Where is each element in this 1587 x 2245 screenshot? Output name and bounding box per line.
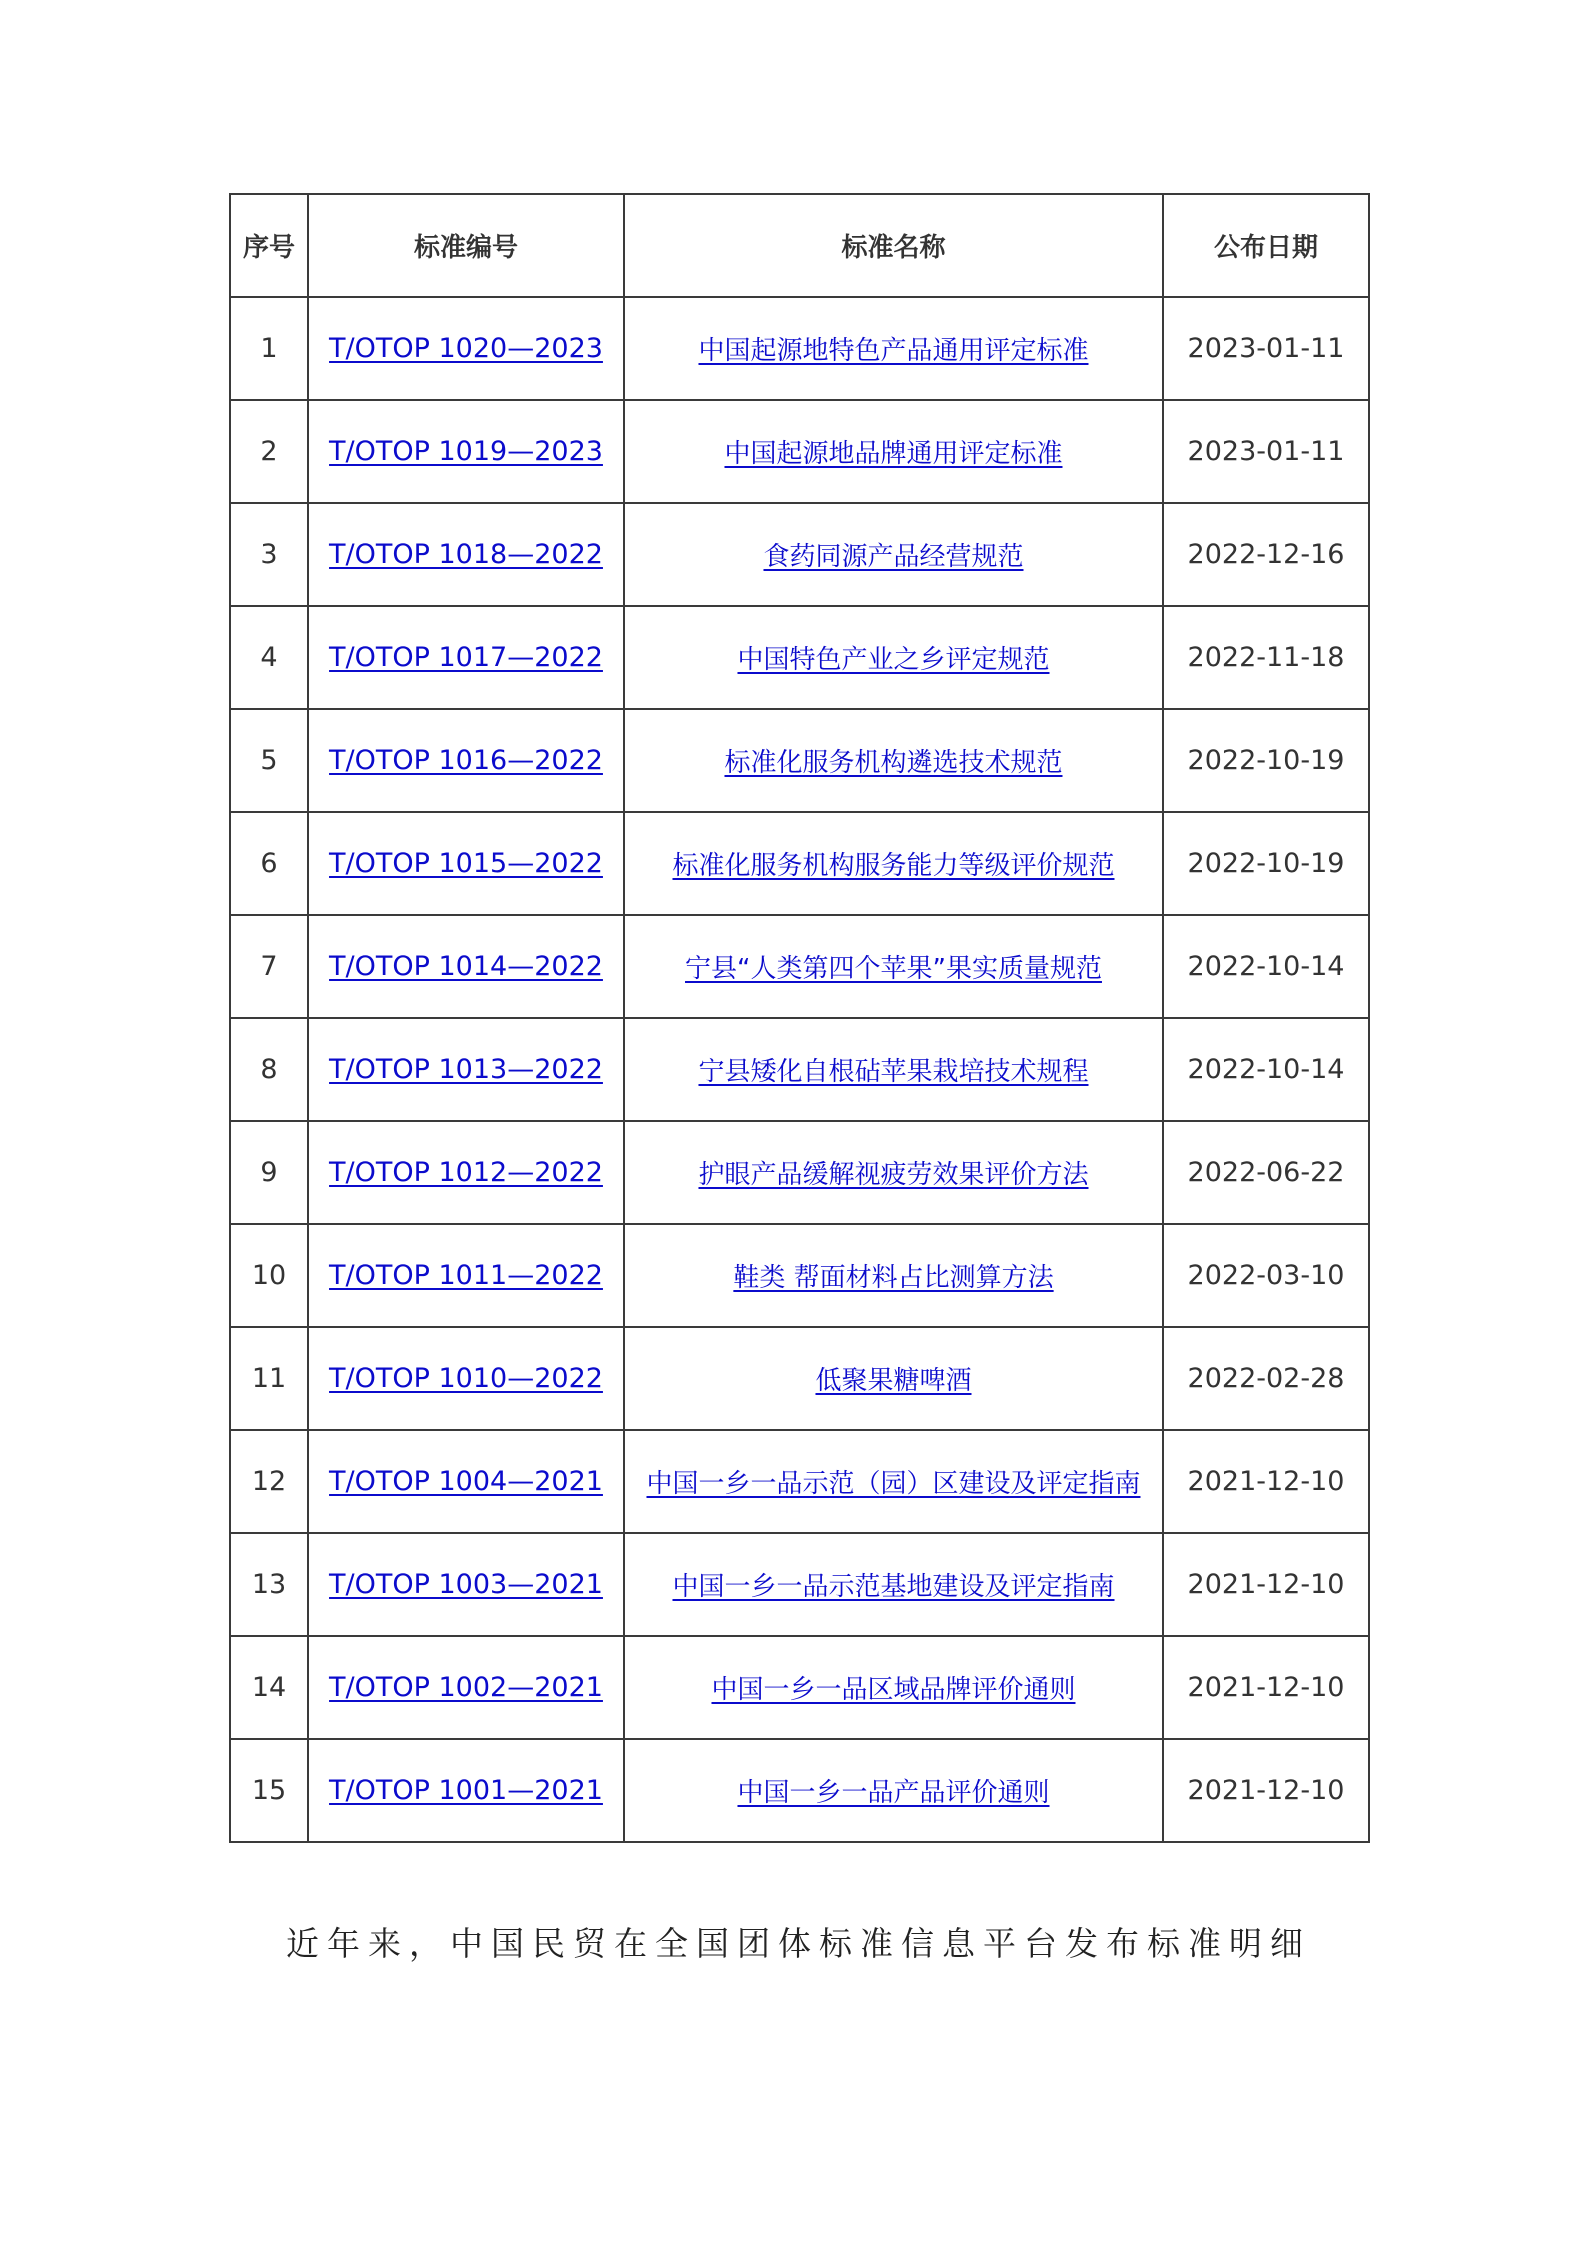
standard-name-link[interactable]: 中国一乡一品区域品牌评价通则 <box>711 1675 1076 1705</box>
row-code-cell <box>308 503 624 606</box>
row-index: 9 <box>230 1121 308 1224</box>
row-name-cell <box>624 709 1163 812</box>
row-name-cell <box>624 1224 1163 1327</box>
row-date: 2021-12-10 <box>1163 1739 1369 1842</box>
table-row <box>230 1739 1369 1842</box>
row-name-cell <box>624 1018 1163 1121</box>
table-row <box>230 812 1369 915</box>
standards-table <box>229 193 1370 1843</box>
row-name-cell <box>624 297 1163 400</box>
standard-name-link[interactable]: 低聚果糖啤酒 <box>815 1366 972 1396</box>
row-date: 2021-12-10 <box>1163 1430 1369 1533</box>
standard-code-link[interactable]: T/OTOP 1001—2021 <box>329 1775 603 1806</box>
row-date: 2022-06-22 <box>1163 1121 1369 1224</box>
table-row <box>230 1224 1369 1327</box>
table-row <box>230 1121 1369 1224</box>
row-date: 2023-01-11 <box>1163 400 1369 503</box>
row-name-cell <box>624 1327 1163 1430</box>
row-code-cell <box>308 1224 624 1327</box>
standard-code-link[interactable]: T/OTOP 1017—2022 <box>329 642 603 673</box>
row-index: 3 <box>230 503 308 606</box>
row-code-cell <box>308 1430 624 1533</box>
row-name-cell <box>624 1121 1163 1224</box>
standard-name-link[interactable]: 护眼产品缓解视疲劳效果评价方法 <box>698 1160 1089 1190</box>
row-code-cell <box>308 915 624 1018</box>
standard-name-link[interactable]: 中国特色产业之乡评定规范 <box>737 645 1050 675</box>
row-name-cell <box>624 1533 1163 1636</box>
row-code-cell <box>308 1739 624 1842</box>
row-code-cell <box>308 709 624 812</box>
row-code-cell <box>308 606 624 709</box>
row-name-cell <box>624 400 1163 503</box>
row-date: 2022-02-28 <box>1163 1327 1369 1430</box>
standard-name-link[interactable]: 中国一乡一品示范基地建设及评定指南 <box>672 1572 1115 1602</box>
row-date: 2022-10-19 <box>1163 709 1369 812</box>
standard-name-link[interactable]: 宁县矮化自根砧苹果栽培技术规程 <box>698 1057 1089 1087</box>
row-date: 2021-12-10 <box>1163 1636 1369 1739</box>
row-name-cell <box>624 915 1163 1018</box>
row-name-cell <box>624 1739 1163 1842</box>
standard-code-link[interactable]: T/OTOP 1004—2021 <box>329 1466 603 1497</box>
table-row <box>230 1327 1369 1430</box>
row-index: 4 <box>230 606 308 709</box>
standard-code-link[interactable]: T/OTOP 1011—2022 <box>329 1260 603 1291</box>
table-row <box>230 1636 1369 1739</box>
row-index: 2 <box>230 400 308 503</box>
row-name-cell <box>624 812 1163 915</box>
row-date: 2022-11-18 <box>1163 606 1369 709</box>
table-body <box>230 297 1369 1842</box>
row-index: 6 <box>230 812 308 915</box>
row-code-cell <box>308 400 624 503</box>
standard-code-link[interactable]: T/OTOP 1002—2021 <box>329 1672 603 1703</box>
table-row <box>230 606 1369 709</box>
standard-name-link[interactable]: 食药同源产品经营规范 <box>763 542 1024 572</box>
row-date: 2022-12-16 <box>1163 503 1369 606</box>
table-header-row <box>230 194 1369 297</box>
standard-code-link[interactable]: T/OTOP 1003—2021 <box>329 1569 603 1600</box>
row-index: 7 <box>230 915 308 1018</box>
row-date: 2022-10-14 <box>1163 915 1369 1018</box>
table-row <box>230 1018 1369 1121</box>
row-name-cell <box>624 1636 1163 1739</box>
row-index: 11 <box>230 1327 308 1430</box>
standard-code-link[interactable]: T/OTOP 1020—2023 <box>329 333 603 364</box>
header-name: 标准名称 <box>624 194 1163 297</box>
standard-code-link[interactable]: T/OTOP 1016—2022 <box>329 745 603 776</box>
standard-name-link[interactable]: 标准化服务机构服务能力等级评价规范 <box>672 851 1115 881</box>
row-index: 5 <box>230 709 308 812</box>
row-name-cell <box>624 606 1163 709</box>
row-name-cell <box>624 1430 1163 1533</box>
row-code-cell <box>308 1121 624 1224</box>
standard-name-link[interactable]: 中国一乡一品产品评价通则 <box>737 1778 1050 1808</box>
table-row <box>230 1533 1369 1636</box>
row-name-cell <box>624 503 1163 606</box>
table-row <box>230 709 1369 812</box>
row-index: 8 <box>230 1018 308 1121</box>
header-code: 标准编号 <box>308 194 624 297</box>
row-index: 13 <box>230 1533 308 1636</box>
standard-name-link[interactable]: 中国一乡一品示范（园）区建设及评定指南 <box>646 1469 1141 1499</box>
row-code-cell <box>308 1533 624 1636</box>
row-code-cell <box>308 1018 624 1121</box>
row-code-cell <box>308 1636 624 1739</box>
row-date: 2021-12-10 <box>1163 1533 1369 1636</box>
standard-name-link[interactable]: 中国起源地品牌通用评定标准 <box>724 439 1063 469</box>
row-code-cell <box>308 1327 624 1430</box>
row-code-cell <box>308 297 624 400</box>
standard-name-link[interactable]: 标准化服务机构遴选技术规范 <box>724 748 1063 778</box>
row-index: 15 <box>230 1739 308 1842</box>
standard-code-link[interactable]: T/OTOP 1018—2022 <box>329 539 603 570</box>
header-index: 序号 <box>230 194 308 297</box>
standard-name-link[interactable]: 中国起源地特色产品通用评定标准 <box>698 336 1089 366</box>
standard-name-link[interactable]: 宁县“人类第四个苹果”果实质量规范 <box>685 954 1102 984</box>
row-index: 12 <box>230 1430 308 1533</box>
row-index: 14 <box>230 1636 308 1739</box>
row-date: 2022-03-10 <box>1163 1224 1369 1327</box>
row-index: 10 <box>230 1224 308 1327</box>
standard-name-link[interactable]: 鞋类 帮面材料占比测算方法 <box>733 1263 1054 1293</box>
row-index: 1 <box>230 297 308 400</box>
standard-code-link[interactable]: T/OTOP 1014—2022 <box>329 951 603 982</box>
table-row <box>230 400 1369 503</box>
row-code-cell <box>308 812 624 915</box>
page-caption: 近年来，中国民贸在全国团体标准信息平台发布标准明细 <box>286 1924 1311 1963</box>
header-date: 公布日期 <box>1163 194 1369 297</box>
row-date: 2022-10-19 <box>1163 812 1369 915</box>
table-row <box>230 297 1369 400</box>
table-row <box>230 1430 1369 1533</box>
row-date: 2023-01-11 <box>1163 297 1369 400</box>
table-row <box>230 915 1369 1018</box>
table-row <box>230 503 1369 606</box>
standard-code-link[interactable]: T/OTOP 1019—2023 <box>329 436 603 467</box>
row-date: 2022-10-14 <box>1163 1018 1369 1121</box>
standard-code-link[interactable]: T/OTOP 1013—2022 <box>329 1054 603 1085</box>
standard-code-link[interactable]: T/OTOP 1010—2022 <box>329 1363 603 1394</box>
standard-code-link[interactable]: T/OTOP 1012—2022 <box>329 1157 603 1188</box>
standard-code-link[interactable]: T/OTOP 1015—2022 <box>329 848 603 879</box>
